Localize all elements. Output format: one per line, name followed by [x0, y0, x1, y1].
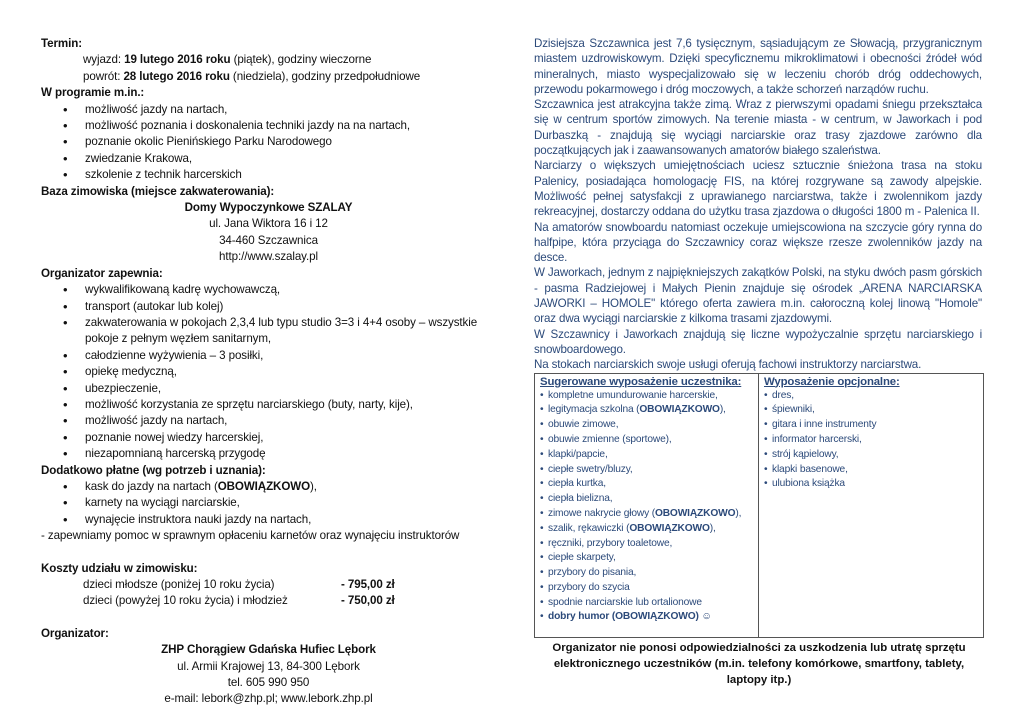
list-item: • możliwość jazdy na nartach, — [41, 102, 496, 118]
equipment-table — [534, 373, 984, 639]
list-item: • transport (autokar lub kolej) — [41, 299, 496, 315]
paragraph: Szczawnica jest atrakcyjna także zimą. Wraz z pierwszymi opadami śniegu przekształca się w centrum sportów zimowych. Na terenie miasta - w centrum, w Jaworkach i pod Durbaszką - znajdują się wyciągi narciarskie oraz trasy zjazdowe zarówno dla początkujących jak i zaawansowanych amatorów białego szaleństwa. — [534, 98, 982, 158]
right-column — [534, 36, 982, 638]
organizer-phone: tel. 605 990 950 — [227, 676, 310, 690]
extra-note: - zapewniamy pomoc w sprawnym opłaceniu karnetów oraz wynajęciu instruktorów — [41, 529, 460, 543]
paragraph: W Szczawnicy i Jaworkach znajdują się liczne wypożyczalnie sprzętu narciarskiego i snowboardowego. — [534, 327, 982, 356]
list-item: • wynajęcie instruktora nauki jazdy na nartach, — [41, 512, 496, 528]
list-item: • niezapomnianą harcerską przygodę — [41, 446, 496, 462]
paragraph: Narciarzy o większych umiejętnościach uciesz sztucznie śnieżona trasa na stoku Palenicy, posiadająca homologację FIS, na której rozgrywane są zawody alpejskie. Możliwość pełnej satysfakcji z uprawianego narciarstwa, także i zwolennikom jazdy rekreacyjnej, dostarczy oddana do użytku trasa zjazdowa o długości 1800 m - Palenica II. — [534, 159, 982, 219]
organizer-name: ZHP Chorągiew Gdańska Hufiec Lębork — [161, 643, 376, 657]
list-item: • poznanie okolic Pienińskiego Parku Narodowego — [41, 134, 496, 150]
wyjazd-line: wyjazd: 19 lutego 2016 roku (piątek), godziny wieczorne — [83, 53, 372, 67]
cost-older-value: - 750,00 zł — [341, 594, 395, 608]
list-item: • klapki/papcie, — [540, 448, 754, 463]
list-item: • zakwaterowania w pokojach 2,3,4 lub typu studio 3=3 i 4+4 osoby – wszystkie pokoje z pełnym węzłem sanitarnym, — [41, 315, 496, 348]
disclaimer: Organizator nie ponosi odpowiedzialności za uszkodzenia lub utratę sprzętu elektronicznego uczestników (m.in. telefony komórkowe, smartfony, tablety, laptopy itp.) — [552, 642, 966, 686]
list-item: • dobry humor (OBOWIĄZKOWO) ☺ — [540, 610, 754, 625]
list-item: • ciepła bielizna, — [540, 492, 754, 507]
optional-equipment-heading: Wyposażenie opcjonalne: — [764, 375, 900, 388]
list-item: • szkolenie z technik harcerskich — [41, 167, 496, 183]
organizer-email[interactable]: e-mail: lebork@zhp.pl; www.lebork.zhp.pl — [164, 692, 373, 706]
paragraph: Na stokach narciarskich swoje usługi oferują fachowi instruktorzy narciarstwa. — [534, 358, 922, 372]
suggested-equipment-list — [540, 389, 754, 626]
paragraph: Dzisiejsza Szczawnica jest 7,6 tysięcznym, sąsiadującym ze Słowacją, przygranicznym miastem uzdrowiskowym. Dzięki specyficznemu mikroklimatowi i obecności źródeł wód mineralnych, miasto wyspecjalizowało się w leczeniu chorób dróg oddechowych, przewodu pokarmowego i dróg moczowych, a także schorzeń narządów ruchu. — [534, 37, 982, 96]
list-item: • wykwalifikowaną kadrę wychowawczą, — [41, 282, 496, 298]
list-item: • gitara i inne instrumenty — [764, 418, 979, 433]
left-column — [41, 36, 496, 708]
list-item: • obuwie zmienne (sportowe), — [540, 433, 754, 448]
optional-equipment-list — [764, 389, 979, 493]
list-item: • zwiedzanie Krakowa, — [41, 151, 496, 167]
baza-street: ul. Jana Wiktora 16 i 12 — [209, 217, 328, 231]
baza-heading: Baza zimowiska (miejsce zakwaterowania): — [41, 184, 275, 198]
list-item: • możliwość korzystania ze sprzętu narciarskiego (buty, narty, kije), — [41, 397, 496, 413]
list-item: • karnety na wyciągi narciarskie, — [41, 495, 496, 511]
list-item: • spodnie narciarskie lub ortalionowe — [540, 596, 754, 611]
suggested-equipment-cell — [535, 373, 759, 638]
costs-heading: Koszty udziału w zimowisku: — [41, 561, 198, 575]
list-item: • obuwie zimowe, — [540, 418, 754, 433]
cost-row-older: dzieci (powyżej 10 roku życia) i młodzież - 750,00 zł — [41, 593, 496, 609]
list-item: • legitymacja szkolna (OBOWIĄZKOWO), — [540, 403, 754, 418]
list-item: • strój kąpielowy, — [764, 448, 979, 463]
list-item: • ciepłe skarpety, — [540, 551, 754, 566]
list-item: • możliwość poznania i doskonalenia techniki jazdy na na nartach, — [41, 118, 496, 134]
cost-row-kids: dzieci młodsze (poniżej 10 roku życia) - 795,00 zł — [41, 577, 496, 593]
organizer-heading: Organizator: — [41, 626, 109, 640]
list-item: • możliwość jazdy na nartach, — [41, 413, 496, 429]
suggested-equipment-heading: Sugerowane wyposażenie uczestnika: — [540, 375, 742, 388]
description-paragraphs — [534, 36, 982, 373]
baza-url[interactable]: http://www.szalay.pl — [219, 250, 318, 264]
list-item: • opiekę medyczną, — [41, 364, 496, 380]
list-item: • ulubiona książka — [764, 477, 979, 492]
list-item: • przybory do szycia — [540, 581, 754, 596]
list-item: • informator harcerski, — [764, 433, 979, 448]
program-list — [41, 102, 496, 184]
list-item: • przybory do pisania, — [540, 566, 754, 581]
extra-heading: Dodatkowo płatne (wg potrzeb i uznania): — [41, 463, 266, 477]
list-item: • szalik, rękawiczki (OBOWIĄZKOWO), — [540, 522, 754, 537]
extra-list — [41, 479, 496, 528]
powrot-line: powrót: 28 lutego 2016 roku (niedziela), godziny przedpołudniowe — [83, 69, 421, 83]
list-item: • całodzienne wyżywienia – 3 posiłki, — [41, 348, 496, 364]
list-item: • ubezpieczenie, — [41, 381, 496, 397]
organizer-address: ul. Armii Krajowej 13, 84-300 Lębork — [177, 659, 360, 673]
org-heading: Organizator zapewnia: — [41, 266, 163, 280]
org-list — [41, 282, 496, 462]
list-item: • ciepła kurtka, — [540, 477, 754, 492]
list-item: • poznanie nowej wiedzy harcerskiej, — [41, 430, 496, 446]
paragraph: Na amatorów snowboardu natomiast oczekuje umiejscowiona na szczycie góry rynna do halfpipe, która przyciąga do Szczawnicy coraz większe rzesze zwolenników jazdy na desce. — [534, 220, 982, 265]
optional-equipment-cell — [759, 373, 984, 638]
list-item: • klapki basenowe, — [764, 463, 979, 478]
list-item: • ciepłe swetry/bluzy, — [540, 463, 754, 478]
program-heading: W programie m.in.: — [41, 86, 145, 100]
wyjazd-date: 19 lutego 2016 roku — [124, 53, 231, 67]
cost-kids-value: - 795,00 zł — [341, 578, 395, 591]
list-item: • ręczniki, przybory toaletowe, — [540, 537, 754, 552]
list-item: • śpiewniki, — [764, 403, 979, 418]
list-item: • dres, — [764, 389, 979, 404]
termin-heading: Termin: — [41, 37, 82, 50]
list-item: • kask do jazdy na nartach (OBOWIĄZKOWO), — [41, 479, 496, 495]
powrot-date: 28 lutego 2016 roku — [123, 69, 230, 83]
list-item: • kompletne umundurowanie harcerskie, — [540, 389, 754, 404]
paragraph: W Jaworkach, jednym z najpiękniejszych zakątków Polski, na styku dwóch pasm górskich - pasma Radziejowej i Małych Pienin znajduje się ośrodek „ARENA NARCIARSKA JAWORKI – HOMOLE" którego oferta zawiera m.in. całoroczną kolej linową "Homole" oraz dwa wyciągi narciarskie z kilkoma trasami zjazdowymi. — [534, 266, 982, 326]
baza-name: Domy Wypoczynkowe SZALAY — [184, 201, 353, 215]
baza-city: 34-460 Szczawnica — [219, 233, 318, 247]
list-item: • zimowe nakrycie głowy (OBOWIĄZKOWO), — [540, 507, 754, 522]
